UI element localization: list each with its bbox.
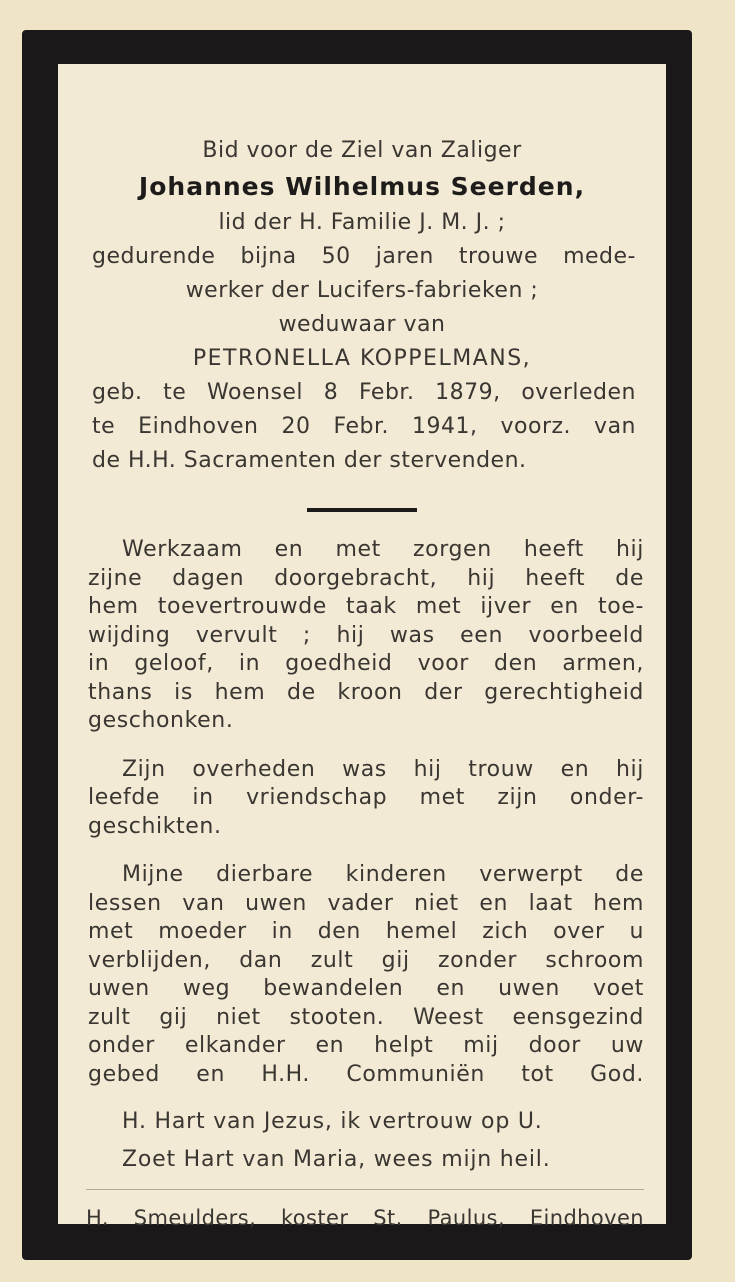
prayer-mary: Zoet Hart van Maria, wees mijn heil. (122, 1147, 551, 1172)
deceased-name: Johannes Wilhelmus Seerden, (138, 172, 586, 201)
paragraph-line: geschikten. (88, 813, 222, 839)
printer-credit: H. Smeulders, koster St. Paulus, Eindhoven (86, 1206, 644, 1230)
paragraph-line: wijding vervult ; hij was een voorbeeld (88, 622, 644, 648)
paragraph-line: met moeder in den hemel zich over u (88, 919, 644, 944)
spouse-name: PETRONELLA KOPPELMANS, (192, 346, 532, 371)
paragraph-line: zult gij niet stooten. Weest eensgezind (88, 1004, 644, 1030)
employment-line-1: gedurende bijna 50 jaren trouwe mede- (92, 244, 636, 269)
paragraph-line: gebed en H.H. Communiën tot God. (88, 1061, 644, 1087)
family-line: lid der H. Familie J. M. J. ; (218, 210, 506, 235)
paragraph-line: geschonken. (88, 708, 234, 733)
paragraph-1 (58, 536, 666, 736)
paragraph-line: hem toevertrouwde taak met ijver en toe- (88, 594, 644, 619)
paragraph-line: thans is hem de kroon der gerechtigheid (88, 679, 644, 705)
prayer-sacred-heart: H. Hart van Jezus, ik vertrouw op U. (122, 1109, 543, 1134)
divider-rule (307, 508, 417, 512)
dates-line-2: te Eindhoven 20 Febr. 1941, voorz. van (92, 414, 636, 439)
card-inner-panel (58, 64, 666, 1230)
paragraph-line: verblijden, dan zult gij zonder schroom (88, 947, 644, 973)
memorial-card (22, 30, 692, 1260)
intro-line: Bid voor de Ziel van Zaliger (202, 138, 522, 163)
dates-line-3: de H.H. Sacramenten der stervenden. (92, 448, 527, 473)
widower-line: weduwaar van (278, 312, 446, 337)
paragraph-line: uwen weg bewandelen en uwen voet (88, 976, 644, 1001)
paragraph-line: in geloof, in goedheid voor den armen, (88, 651, 644, 676)
employment-line-2: werker der Lucifers-fabrieken ; (185, 278, 539, 303)
paragraph-3 (58, 861, 666, 1089)
paragraph-2 (58, 756, 666, 842)
paragraph-line: lessen van uwen vader niet en laat hem (88, 890, 644, 916)
paragraph-line: Zijn overheden was hij trouw en hij (122, 756, 644, 782)
paragraph-line: onder elkander en helpt mij door uw (88, 1033, 644, 1058)
paragraph-line: Werkzaam en met zorgen heeft hij (122, 537, 644, 562)
dates-line-1: geb. te Woensel 8 Febr. 1879, overleden (92, 380, 636, 405)
paragraph-line: leefde in vriendschap met zijn onder- (88, 785, 644, 810)
paragraph-line: zijne dagen doorgebracht, hij heeft de (88, 565, 644, 591)
paragraph-line: Mijne dierbare kinderen verwerpt de (122, 862, 644, 887)
